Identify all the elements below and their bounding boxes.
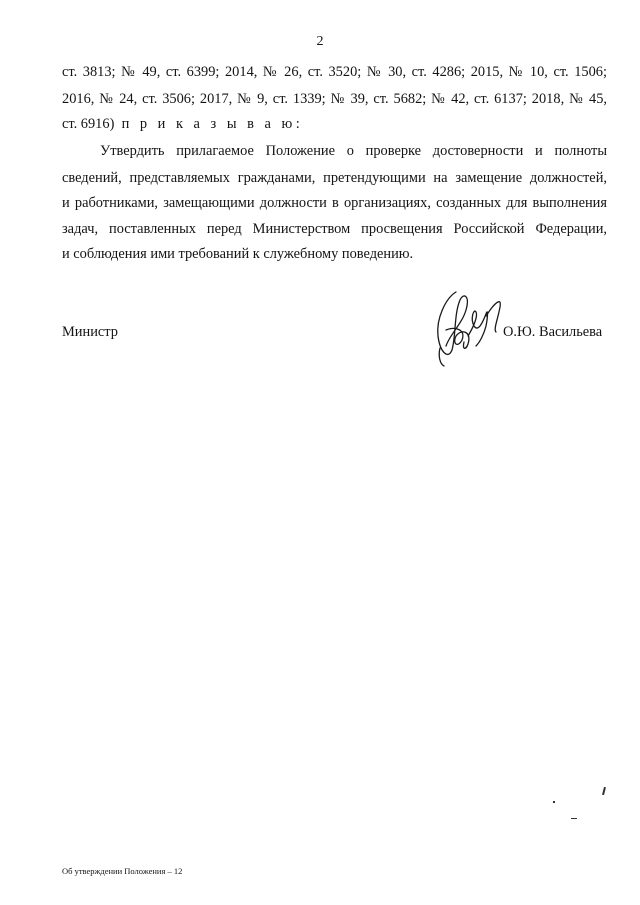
body-line: сведений, представляемых гражданами, претендующими на замещение должностей, <box>62 170 607 186</box>
preamble-citation: ст. 6916) <box>62 116 115 132</box>
order-word: п р и к а з ы в а ю: <box>121 116 304 132</box>
footer-note: Об утверждении Положения – 12 <box>62 866 183 876</box>
handwritten-signature <box>416 286 512 368</box>
signatory-name: О.Ю. Васильева <box>503 324 603 340</box>
preamble-line: 2016, № 24, ст. 3506; 2017, № 9, ст. 1339; № 39, ст. 5682; № 42, ст. 6137; 2018, № 45, <box>62 91 607 107</box>
preamble-last-line <box>62 116 607 138</box>
preamble-line: ст. 3813; № 49, ст. 6399; 2014, № 26, ст. 3520; № 30, ст. 4286; 2015, № 10, ст. 1506; <box>62 64 607 80</box>
scan-mark <box>553 801 555 803</box>
body-line: задач, поставленных перед Министерством просвещения Российской Федерации, <box>62 221 607 237</box>
body-line: Утвердить прилагаемое Положение о проверке достоверности и полноты <box>100 143 607 159</box>
signatory-title: Министр <box>62 324 118 340</box>
scan-mark <box>602 787 605 795</box>
body-line: и соблюдения ими требований к служебному поведению. <box>62 246 414 262</box>
page-number: 2 <box>316 34 324 49</box>
scan-mark <box>571 818 577 819</box>
body-line: и работниками, замещающими должности в организациях, созданных для выполнения <box>62 195 607 211</box>
